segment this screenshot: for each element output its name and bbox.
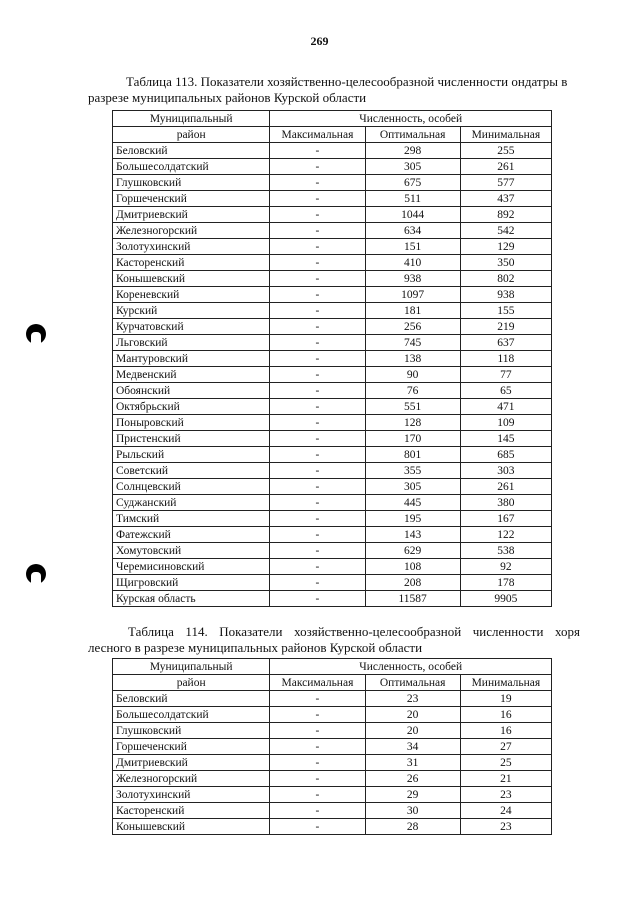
cell-min: 16 [460,723,551,739]
cell-min: 538 [460,543,551,559]
header-district: Муниципальный [113,111,270,127]
page-number: 269 [310,34,329,48]
table-row [113,207,552,223]
cell-district: Большесолдатский [113,159,270,175]
cell-min: 23 [460,819,551,835]
cell-opt: 20 [365,707,460,723]
cell-max: - [270,559,365,575]
cell-district: Золотухинский [113,787,270,803]
cell-max: - [270,319,365,335]
cell-max: - [270,691,365,707]
cell-opt: 745 [365,335,460,351]
cell-district: Золотухинский [113,239,270,255]
cell-max: - [270,159,365,175]
cell-district: Мантуровский [113,351,270,367]
table-row [113,723,552,739]
cell-max: - [270,511,365,527]
cell-max: - [270,527,365,543]
cell-min: 542 [460,223,551,239]
cell-opt: 511 [365,191,460,207]
table-row [113,335,552,351]
cell-district: Конышевский [113,271,270,287]
cell-max: - [270,495,365,511]
table-row [113,691,552,707]
cell-opt: 445 [365,495,460,511]
cell-min: 77 [460,367,551,383]
cell-opt: 1097 [365,287,460,303]
cell-opt: 108 [365,559,460,575]
table-row [113,511,552,527]
table-row [113,367,552,383]
table-row [113,175,552,191]
header-max: Максимальная [270,127,365,143]
header-min: Минимальная [460,675,551,691]
cell-min: 261 [460,159,551,175]
cell-opt: 256 [365,319,460,335]
cell-min: 178 [460,575,551,591]
cell-min: 685 [460,447,551,463]
cell-opt: 208 [365,575,460,591]
header-count-group: Численность, особей [270,659,552,675]
cell-district: Конышевский [113,819,270,835]
cell-min: 109 [460,415,551,431]
table-row [113,591,552,607]
cell-min: 24 [460,803,551,819]
cell-min: 261 [460,479,551,495]
cell-max: - [270,755,365,771]
cell-opt: 298 [365,143,460,159]
cell-opt: 23 [365,691,460,707]
cell-opt: 551 [365,399,460,415]
cell-min: 938 [460,287,551,303]
cell-max: - [270,803,365,819]
table-header-row [113,127,552,143]
cell-min: 471 [460,399,551,415]
cell-min: 145 [460,431,551,447]
cell-min: 892 [460,207,551,223]
table-header-row [113,675,552,691]
cell-district: Медвенский [113,367,270,383]
cell-max: - [270,575,365,591]
cell-opt: 143 [365,527,460,543]
cell-max: - [270,723,365,739]
cell-district: Солнцевский [113,479,270,495]
table-row [113,287,552,303]
table-row [113,351,552,367]
cell-max: - [270,143,365,159]
header-district: район [113,675,270,691]
cell-max: - [270,591,365,607]
table-row [113,303,552,319]
cell-district: Фатежский [113,527,270,543]
table-row [113,559,552,575]
cell-opt: 305 [365,159,460,175]
cell-district: Дмитриевский [113,755,270,771]
cell-min: 350 [460,255,551,271]
cell-max: - [270,819,365,835]
table-row [113,771,552,787]
cell-min: 255 [460,143,551,159]
punch-hole-mark [26,564,46,584]
table-row [113,271,552,287]
cell-opt: 28 [365,819,460,835]
table-row [113,819,552,835]
cell-district: Обоянский [113,383,270,399]
caption-line: Таблица 114. Показатели хозяйственно-целесообразной численности хоря [128,624,580,639]
cell-min: 219 [460,319,551,335]
cell-min: 129 [460,239,551,255]
table-114 [112,658,552,835]
cell-district: Щигровский [113,575,270,591]
header-district: Муниципальный [113,659,270,675]
cell-opt: 20 [365,723,460,739]
table-row [113,415,552,431]
table-row [113,787,552,803]
cell-opt: 675 [365,175,460,191]
header-count-group: Численность, особей [270,111,552,127]
cell-district: Хомутовский [113,543,270,559]
table-row [113,159,552,175]
cell-min: 155 [460,303,551,319]
cell-min: 21 [460,771,551,787]
cell-max: - [270,287,365,303]
table-row [113,191,552,207]
cell-district: Глушковский [113,723,270,739]
cell-max: - [270,223,365,239]
punch-hole-mark [26,324,46,344]
cell-district: Глушковский [113,175,270,191]
table-row [113,223,552,239]
cell-max: - [270,399,365,415]
cell-district: Касторенский [113,255,270,271]
cell-max: - [270,351,365,367]
cell-district: Большесолдатский [113,707,270,723]
cell-district: Курская область [113,591,270,607]
header-min: Минимальная [460,127,551,143]
cell-opt: 195 [365,511,460,527]
cell-min: 23 [460,787,551,803]
header-opt: Оптимальная [365,675,460,691]
cell-district: Горшеченский [113,739,270,755]
cell-opt: 410 [365,255,460,271]
cell-opt: 938 [365,271,460,287]
table-row [113,575,552,591]
table-row [113,319,552,335]
cell-opt: 634 [365,223,460,239]
cell-district: Поныровский [113,415,270,431]
caption-line: лесного в разрезе муниципальных районов Курской области [88,640,423,655]
cell-district: Советский [113,463,270,479]
cell-max: - [270,707,365,723]
cell-min: 65 [460,383,551,399]
cell-opt: 181 [365,303,460,319]
cell-district: Льговский [113,335,270,351]
cell-min: 9905 [460,591,551,607]
cell-max: - [270,303,365,319]
cell-min: 167 [460,511,551,527]
cell-opt: 305 [365,479,460,495]
cell-district: Горшеченский [113,191,270,207]
cell-min: 27 [460,739,551,755]
cell-opt: 30 [365,803,460,819]
cell-opt: 128 [365,415,460,431]
cell-max: - [270,447,365,463]
cell-opt: 26 [365,771,460,787]
cell-opt: 138 [365,351,460,367]
cell-opt: 29 [365,787,460,803]
cell-district: Касторенский [113,803,270,819]
cell-district: Черемисиновский [113,559,270,575]
cell-opt: 90 [365,367,460,383]
cell-opt: 34 [365,739,460,755]
cell-max: - [270,271,365,287]
cell-max: - [270,255,365,271]
table-row [113,803,552,819]
cell-max: - [270,431,365,447]
table-row [113,755,552,771]
cell-opt: 355 [365,463,460,479]
cell-district: Кореневский [113,287,270,303]
cell-max: - [270,479,365,495]
cell-opt: 11587 [365,591,460,607]
cell-max: - [270,415,365,431]
cell-min: 380 [460,495,551,511]
cell-min: 16 [460,707,551,723]
caption-line: Таблица 113. Показатели хозяйственно-целесообразной численности ондатры в [126,74,568,89]
table-row [113,479,552,495]
table-row [113,255,552,271]
cell-district: Железногорский [113,771,270,787]
table-114-caption [88,624,580,656]
cell-district: Рыльский [113,447,270,463]
cell-district: Беловский [113,143,270,159]
cell-district: Суджанский [113,495,270,511]
table-row [113,543,552,559]
cell-min: 802 [460,271,551,287]
cell-max: - [270,543,365,559]
table-row [113,239,552,255]
header-opt: Оптимальная [365,127,460,143]
cell-min: 577 [460,175,551,191]
cell-min: 122 [460,527,551,543]
table-row [113,431,552,447]
cell-max: - [270,207,365,223]
cell-min: 92 [460,559,551,575]
table-row [113,143,552,159]
cell-district: Курский [113,303,270,319]
table-113-caption [88,74,580,106]
cell-district: Беловский [113,691,270,707]
table-row [113,399,552,415]
table-row [113,383,552,399]
cell-max: - [270,191,365,207]
cell-max: - [270,239,365,255]
cell-max: - [270,787,365,803]
cell-district: Пристенский [113,431,270,447]
table-row [113,739,552,755]
cell-max: - [270,383,365,399]
cell-max: - [270,771,365,787]
cell-max: - [270,367,365,383]
cell-min: 637 [460,335,551,351]
cell-opt: 801 [365,447,460,463]
cell-district: Дмитриевский [113,207,270,223]
cell-max: - [270,335,365,351]
header-max: Максимальная [270,675,365,691]
cell-min: 118 [460,351,551,367]
table-row [113,463,552,479]
table-header-row [113,659,552,675]
cell-max: - [270,175,365,191]
cell-opt: 76 [365,383,460,399]
cell-max: - [270,739,365,755]
cell-district: Железногорский [113,223,270,239]
table-row [113,527,552,543]
cell-district: Курчатовский [113,319,270,335]
cell-max: - [270,463,365,479]
table-row [113,707,552,723]
cell-min: 19 [460,691,551,707]
caption-line: разрезе муниципальных районов Курской области [88,90,367,105]
cell-district: Тимский [113,511,270,527]
cell-min: 437 [460,191,551,207]
cell-district: Октябрьский [113,399,270,415]
table-row [113,447,552,463]
header-district: район [113,127,270,143]
cell-opt: 629 [365,543,460,559]
cell-opt: 170 [365,431,460,447]
cell-opt: 151 [365,239,460,255]
cell-opt: 1044 [365,207,460,223]
cell-min: 303 [460,463,551,479]
table-113 [112,110,552,607]
table-header-row [113,111,552,127]
table-row [113,495,552,511]
cell-opt: 31 [365,755,460,771]
cell-min: 25 [460,755,551,771]
